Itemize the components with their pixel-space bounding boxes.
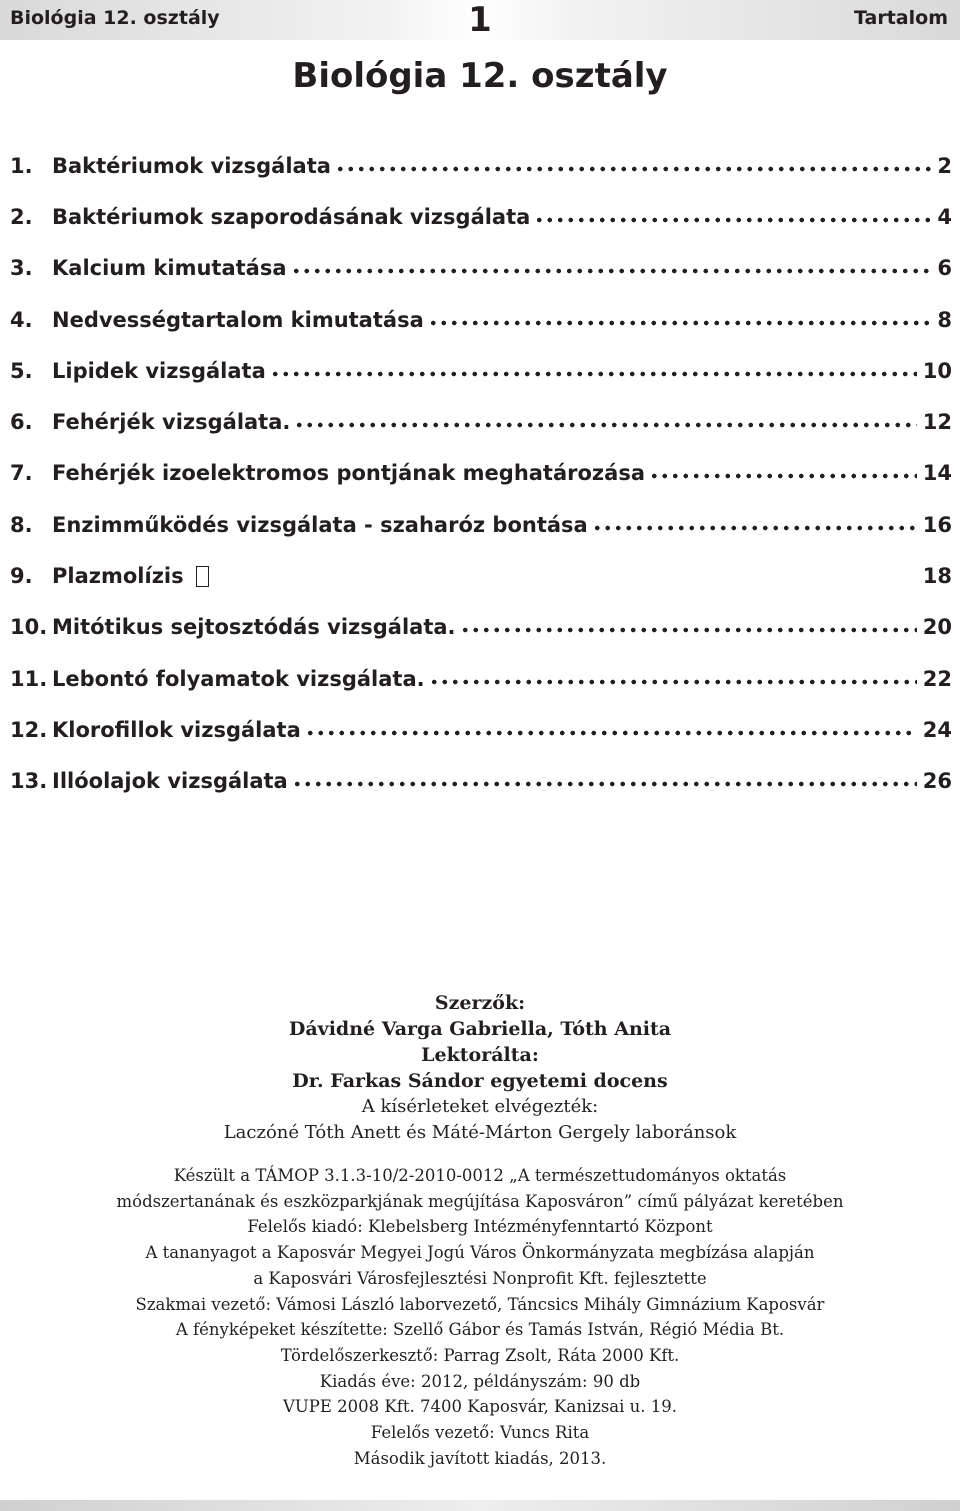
toc-entry-title: Nedvességtartalom kimutatása — [52, 307, 424, 332]
toc-entry-page: 6 — [937, 256, 952, 281]
toc-entry-number: 13. — [10, 769, 48, 794]
imprint-line: VUPE 2008 Kft. 7400 Kaposvár, Kanizsai u. 19. — [282, 1397, 678, 1417]
table-of-contents — [10, 140, 952, 807]
toc-entry-number: 5. — [10, 358, 33, 383]
imprint-line: Tördelőszerkesztő: Parrag Zsolt, Ráta 2000 Kft. — [280, 1345, 680, 1365]
reviewer-label: Lektorálta: — [421, 1044, 539, 1066]
toc-entry-page: 16 — [922, 512, 952, 537]
header-book-title: Biológia 12. osztály — [10, 7, 220, 29]
toc-leader-dots — [534, 217, 931, 223]
authors-label: Szerzők: — [434, 992, 526, 1014]
toc-entry-title: Baktériumok vizsgálata — [52, 153, 331, 178]
toc-leader-dots — [649, 473, 917, 479]
imprint-line: Készült a TÁMOP 3.1.3-10/2-2010-0012 „A természettudományos oktatás — [173, 1166, 787, 1185]
toc-entry-title: Fehérjék izoelektromos pontjának meghatározása — [52, 461, 645, 486]
toc-entry-page: 22 — [922, 666, 952, 691]
toc-entry-number: 6. — [10, 410, 33, 435]
toc-entry[interactable] — [10, 704, 952, 755]
toc-leader-dots — [429, 679, 917, 685]
toc-entry-number: 2. — [10, 204, 33, 229]
toc-leader-dots — [294, 422, 916, 428]
toc-entry-number: 1. — [10, 153, 33, 178]
toc-entry-page: 10 — [922, 358, 952, 383]
toc-entry[interactable] — [10, 140, 952, 191]
toc-entry-page: 2 — [937, 153, 952, 178]
authors-names: Dávidné Varga Gabriella, Tóth Anita — [288, 1018, 672, 1040]
toc-entry[interactable] — [10, 602, 952, 653]
header-section: Tartalom — [854, 7, 948, 29]
toc-entry-page: 12 — [922, 410, 952, 435]
toc-entry-number: 8. — [10, 512, 33, 537]
toc-leader-dots — [428, 320, 932, 326]
toc-entry-number: 3. — [10, 256, 33, 281]
toc-entry[interactable] — [10, 243, 952, 294]
toc-leader-dots — [460, 627, 917, 633]
imprint-line: Második javított kiadás, 2013. — [353, 1448, 607, 1468]
toc-entry-page: 4 — [937, 204, 952, 229]
toc-entry[interactable] — [10, 294, 952, 345]
toc-entry[interactable] — [10, 191, 952, 242]
toc-entry-title: Lipidek vizsgálata — [52, 358, 266, 383]
toc-leader-dots — [592, 525, 917, 531]
toc-entry[interactable] — [10, 653, 952, 704]
toc-entry-page: 8 — [937, 307, 952, 332]
toc-entry-title: Kalcium kimutatása — [52, 256, 287, 281]
footer-band — [0, 1500, 960, 1511]
toc-entry-page: 20 — [922, 615, 952, 640]
toc-entry[interactable] — [10, 396, 952, 447]
toc-leader-dots — [305, 730, 917, 736]
toc-entry-number: 9. — [10, 564, 33, 589]
experiments-label: A kísérleteket elvégezték: — [361, 1096, 599, 1117]
imprint-line: Felelős vezető: Vuncs Rita — [370, 1423, 590, 1443]
toc-entry-number: 10. — [10, 615, 48, 640]
imprint-line: a Kaposvári Városfejlesztési Nonprofit Kft. fejlesztette — [253, 1268, 707, 1288]
imprint-line: Szakmai vezető: Vámosi László laborvezető, Táncsics Mihály Gimnázium Kaposvár — [135, 1294, 825, 1314]
toc-entry-title: Enzimműködés vizsgálata - szaharóz bontása — [52, 512, 588, 537]
toc-entry-title: Baktériumok szaporodásának vizsgálata — [52, 204, 531, 229]
page-title: Biológia 12. osztály — [292, 56, 668, 96]
toc-entry-title: Mitótikus sejtosztódás vizsgálata. — [52, 615, 456, 640]
credits-block — [0, 990, 960, 1471]
spacer — [0, 1146, 960, 1163]
toc-entry[interactable] — [10, 499, 952, 550]
toc-entry-title: Fehérjék vizsgálata. — [52, 410, 291, 435]
imprint-line: A tananyagot a Kaposvár Megyei Jogú Város Önkormányzata megbízása alapján — [145, 1243, 815, 1263]
page-number: 1 — [468, 0, 492, 40]
toc-leader-dots — [270, 371, 917, 377]
toc-entry-page: 14 — [922, 461, 952, 486]
toc-entry-title: Plazmolízis — [52, 564, 184, 589]
toc-entry-title: Illóolajok vizsgálata — [52, 769, 288, 794]
toc-entry-page: 18 — [922, 564, 952, 589]
toc-entry[interactable] — [10, 345, 952, 396]
imprint-line: Kiadás éve: 2012, példányszám: 90 db — [319, 1371, 641, 1391]
toc-entry-number: 4. — [10, 307, 33, 332]
reviewer-name: Dr. Farkas Sándor egyetemi docens — [292, 1070, 668, 1092]
toc-entry-page: 24 — [922, 717, 952, 742]
toc-entry[interactable] — [10, 756, 952, 807]
toc-leader-dots — [335, 166, 931, 172]
imprint-line: módszertanának és eszközparkjának megújítása Kaposváron” című pályázat keretében — [116, 1191, 844, 1211]
toc-entry-number: 12. — [10, 717, 48, 742]
toc-entry-page: 26 — [922, 769, 952, 794]
imprint-line: Felelős kiadó: Klebelsberg Intézményfenntartó Központ — [247, 1217, 713, 1237]
toc-entry-title: Lebontó folyamatok vizsgálata. — [52, 666, 425, 691]
toc-leader-dots — [291, 268, 932, 274]
imprint-line: A fényképeket készítette: Szellő Gábor és Tamás István, Régió Média Bt. — [175, 1320, 785, 1340]
toc-entry-title: Klorofillok vizsgálata — [52, 717, 301, 742]
missing-glyph-icon — [196, 566, 209, 587]
toc-entry-number: 11. — [10, 666, 48, 691]
toc-entry[interactable] — [10, 550, 952, 601]
toc-entry[interactable] — [10, 448, 952, 499]
experiments-names: Laczóné Tóth Anett és Máté-Márton Gergely laboránsok — [223, 1122, 737, 1143]
toc-entry-number: 7. — [10, 461, 33, 486]
toc-leader-dots — [292, 781, 917, 787]
